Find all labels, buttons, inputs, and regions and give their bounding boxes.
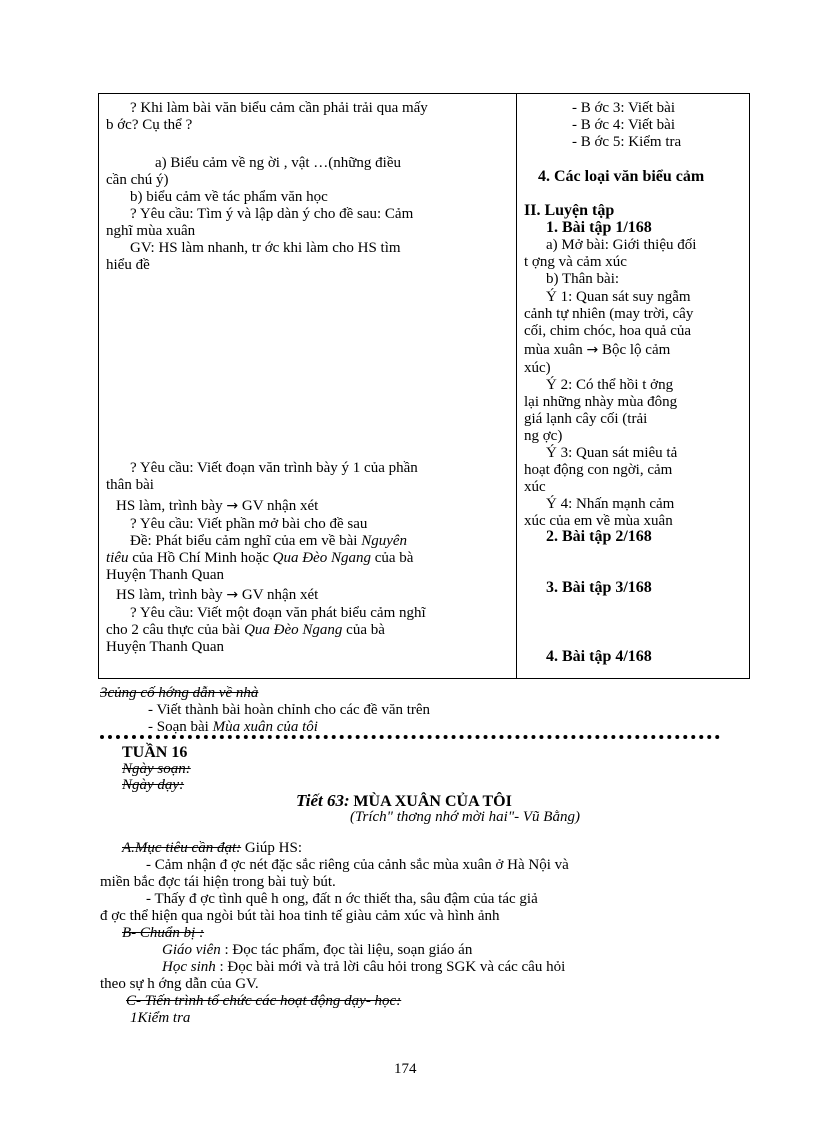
table-left-text: ? Khi làm bài văn biểu cảm cần phải trải qua mấy xyxy=(130,100,428,116)
table-left-text: cho 2 câu thực của bài xyxy=(106,622,245,638)
table-left-text: b) biểu cảm về tác phẩm văn học xyxy=(130,189,328,205)
table-right-text: Bộc lộ cảm xyxy=(601,342,671,358)
lesson-title-text: MÙA XUÂN CỦA TÔI xyxy=(353,793,512,810)
goals-label: A.Mục tiêu cần đạt: xyxy=(122,840,242,856)
section-heading: II. Luyện tập xyxy=(524,202,615,219)
goal-text: - Thấy đ ợc tình quê h ong, đất n ớc thiết tha, sâu đậm của tác giả xyxy=(146,891,538,907)
table-left-text: Huyện Thanh Quan xyxy=(106,567,225,583)
table-right-text xyxy=(524,342,670,358)
table-right-text: mùa xuân xyxy=(524,342,583,358)
table-left-text: thân bài xyxy=(106,477,154,493)
table-right-text: a) Mở bài: Giới thiệu đối xyxy=(546,237,697,253)
table-left-text: của bà xyxy=(342,622,385,638)
arrow-right-icon: → xyxy=(226,498,239,514)
table-left-text: GV nhận xét xyxy=(241,498,319,514)
table-left-text: ? Yêu cầu: Tìm ý và lập dàn ý cho đề sau: Cảm xyxy=(130,206,414,222)
table-left-text: Huyện Thanh Quan xyxy=(106,639,225,655)
table-left-text: hiểu đề xyxy=(106,257,150,273)
table-column-divider xyxy=(516,93,517,679)
lesson-subtitle: (Trích" thơng nhớ mời hai"- Vũ Bằng) xyxy=(350,809,580,825)
table-left-text xyxy=(116,587,318,603)
table-right-text: Ý 4: Nhấn mạnh cảm xyxy=(546,496,675,512)
teach-date: Ngày dạy: xyxy=(122,777,185,793)
table-left-text xyxy=(130,533,407,549)
period-label: Tiết 63: xyxy=(296,791,350,810)
check-label: 1Kiểm tra xyxy=(130,1010,191,1026)
table-right-text: ng ợc) xyxy=(524,428,563,444)
goal-text: - Cảm nhận đ ợc nét đặc sắc riêng của cảnh sắc mùa xuân ở Hà Nội và xyxy=(146,857,569,873)
poem-title: tiêu xyxy=(106,550,129,566)
table-left-text: GV: HS làm nhanh, tr ớc khi làm cho HS tìm xyxy=(130,240,401,256)
homework-item: - Viết thành bài hoàn chỉnh cho các đề văn trên xyxy=(148,702,431,718)
table-right-text: cối, chim chóc, hoa quả của xyxy=(524,323,692,339)
table-right-text: cảnh tự nhiên (may trời, cây xyxy=(524,306,694,322)
table-left-text: HS làm, trình bày xyxy=(116,498,223,514)
student-label: Học sinh xyxy=(162,959,216,975)
goal-text: miền bắc đợc tái hiện trong bài tuỳ bút. xyxy=(100,874,336,890)
section-heading: 4. Các loại văn biểu cảm xyxy=(538,168,705,185)
table-right-text: lại những nhày mùa đông xyxy=(524,394,678,410)
table-left-text: ? Yêu cầu: Viết đoạn văn trình bày ý 1 của phần xyxy=(130,460,418,476)
table-left-text: HS làm, trình bày xyxy=(116,587,223,603)
exercise-heading: 2. Bài tập 2/168 xyxy=(546,528,652,545)
table-left-text: của Hồ Chí Minh hoặc xyxy=(128,550,273,566)
student-text-cont: theo sự h ớng dẫn của GV. xyxy=(100,976,259,992)
table-right-text: - B ớc 4: Viết bài xyxy=(572,117,675,133)
table-left-text: ? Yêu cầu: Viết phần mở bài cho đề sau xyxy=(130,516,368,532)
table-left-text: của bà xyxy=(370,550,414,566)
table-left-text xyxy=(116,498,318,514)
lesson-title xyxy=(296,793,512,810)
arrow-right-icon: → xyxy=(586,342,599,358)
exercise-heading: 3. Bài tập 3/168 xyxy=(546,579,652,596)
homework-heading: 3củng cố hớng dẫn về nhà xyxy=(100,685,259,701)
exercise-heading: 1. Bài tập 1/168 xyxy=(546,219,652,236)
table-right-text: - B ớc 5: Kiểm tra xyxy=(572,134,682,150)
table-right-text: hoạt động con ngời, cảm xyxy=(524,462,673,478)
table-left-text: cần chú ý) xyxy=(106,172,169,188)
teacher-line xyxy=(162,942,472,958)
table-right-text: xúc) xyxy=(524,360,551,376)
process-label: C- Tiến trình tổ chức các hoạt động dạy- học: xyxy=(126,993,402,1009)
table-left-text: ? Yêu cầu: Viết một đoạn văn phát biểu cảm nghĩ xyxy=(130,605,426,621)
poem-title: Nguyên xyxy=(361,533,408,549)
student-line xyxy=(162,959,565,975)
next-lesson-title: Mùa xuân của tôi xyxy=(212,719,318,735)
page-divider xyxy=(100,735,720,739)
table-left-text: nghĩ mùa xuân xyxy=(106,223,196,239)
table-left-text xyxy=(106,550,413,566)
prep-date: Ngày soạn: xyxy=(122,761,191,777)
table-right-text: - B ớc 3: Viết bài xyxy=(572,100,675,116)
poem-title: Qua Đèo Ngang xyxy=(244,622,343,638)
goals-line xyxy=(122,840,302,856)
student-text: : Đọc bài mới và trả lời câu hỏi trong SGK và các câu hỏi xyxy=(215,959,566,975)
teacher-text: : Đọc tác phẩm, đọc tài liệu, soạn giáo án xyxy=(220,942,473,958)
table-left-text: a) Biểu cảm về ng ời , vật …(những điều xyxy=(155,155,401,171)
table-left-text: GV nhận xét xyxy=(241,587,319,603)
exercise-heading: 4. Bài tập 4/168 xyxy=(546,648,652,665)
table-left-text xyxy=(106,622,385,638)
table-right-text: Ý 3: Quan sát miêu tả xyxy=(546,445,678,461)
goal-text: đ ợc thể hiện qua ngòi bút tài hoa tinh tế giàu cảm xúc và hình ảnh xyxy=(100,908,500,924)
goals-text: Giúp HS: xyxy=(241,840,302,856)
homework-item xyxy=(148,719,318,735)
page-number: 174 xyxy=(394,1061,417,1077)
table-left-text: b ớc? Cụ thể ? xyxy=(106,117,193,133)
prep-label: B- Chuẩn bị : xyxy=(122,925,205,941)
table-right-text: Ý 1: Quan sát suy ngẫm xyxy=(546,289,691,305)
table-right-text: b) Thân bài: xyxy=(546,271,620,287)
table-right-text: xúc xyxy=(524,479,546,495)
teacher-label: Giáo viên xyxy=(162,942,221,958)
week-label: TUẦN 16 xyxy=(122,744,188,761)
table-right-text: giá lạnh cây cối (trải xyxy=(524,411,648,427)
table-right-text: Ý 2: Có thể hồi t ởng xyxy=(546,377,674,393)
poem-title: Qua Đèo Ngang xyxy=(272,550,371,566)
arrow-right-icon: → xyxy=(226,587,239,603)
table-right-text: t ợng và cảm xúc xyxy=(524,254,627,270)
table-left-text: Đề: Phát biểu cảm nghĩ của em về bài xyxy=(130,533,362,549)
table-right-text: xúc của em về mùa xuân xyxy=(524,513,673,529)
homework-item-text: - Soạn bài xyxy=(148,719,213,735)
